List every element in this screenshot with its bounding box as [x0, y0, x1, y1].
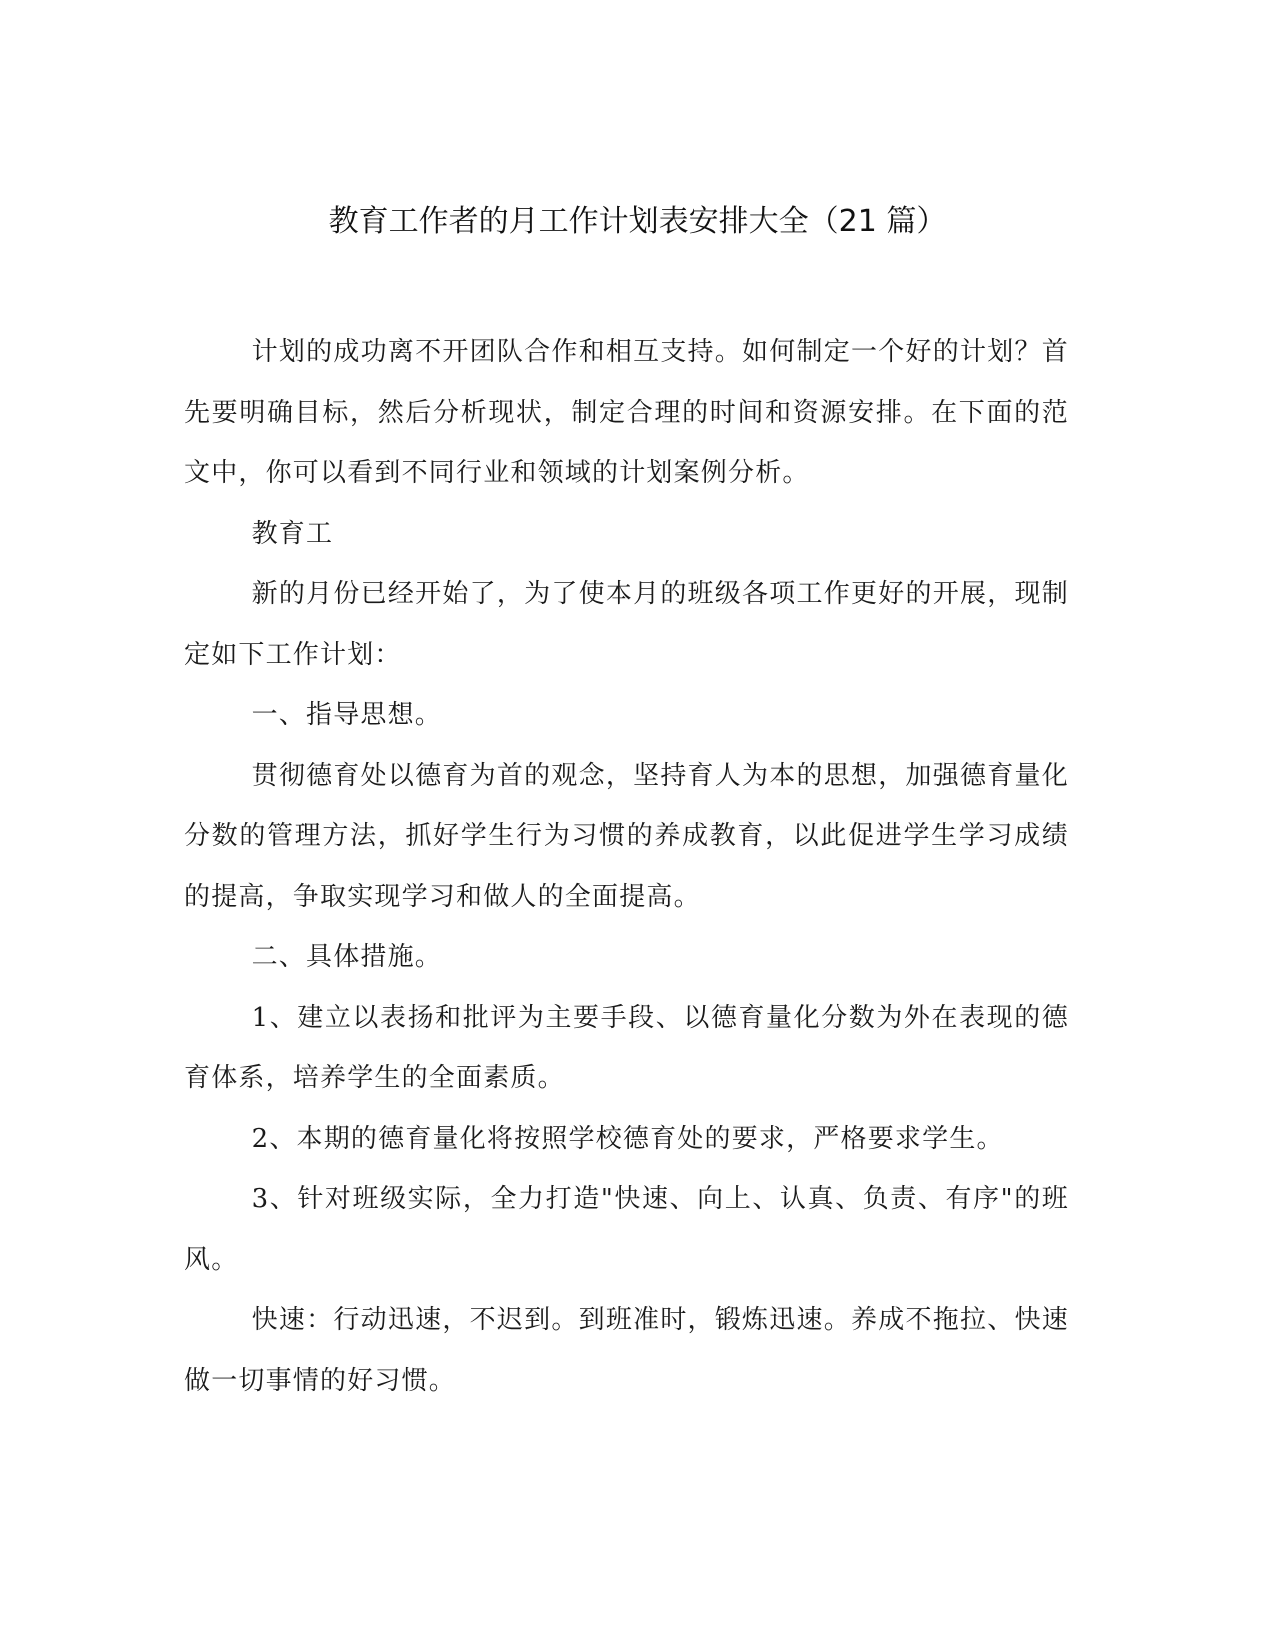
- list-item-measure-3: 3、针对班级实际，全力打造"快速、向上、认真、负责、有序"的班风。: [184, 1184, 1069, 1275]
- paragraph-quick: 快速：行动迅速，不迟到。到班准时，锻炼迅速。养成不拖拉、快速做一切事情的好习惯。: [184, 1305, 1069, 1396]
- document-body: [184, 322, 1069, 1411]
- paragraph-heading-fragment: 教育工: [251, 518, 334, 549]
- section-heading-measures: 二、具体措施。: [251, 942, 442, 972]
- document-title: 教育工作者的月工作计划表安排大全（21 篇）: [328, 204, 947, 239]
- paragraph-intro: 计划的成功离不开团队合作和相互支持。如何制定一个好的计划？首先要明确目标，然后分析现状，制定合理的时间和资源安排。在下面的范文中，你可以看到不同行业和领域的计划案例分析。: [184, 337, 1069, 488]
- list-item-measure-1: 1、建立以表扬和批评为主要手段、以德育量化分数为外在表现的德育体系，培养学生的全面素质。: [184, 1002, 1069, 1093]
- paragraph-guiding-idea: 贯彻德育处以德育为首的观念，坚持育人为本的思想，加强德育量化分数的管理方法，抓好学生行为习惯的养成教育，以此促进学生学习成绩的提高，争取实现学习和做人的全面提高。: [184, 760, 1069, 912]
- list-item-measure-2: 2、本期的德育量化将按照学校德育处的要求，严格要求学生。: [251, 1123, 1004, 1154]
- section-heading-guiding-idea: 一、指导思想。: [251, 700, 442, 730]
- paragraph-opening: 新的月份已经开始了，为了使本月的班级各项工作更好的开展，现制定如下工作计划：: [184, 579, 1069, 670]
